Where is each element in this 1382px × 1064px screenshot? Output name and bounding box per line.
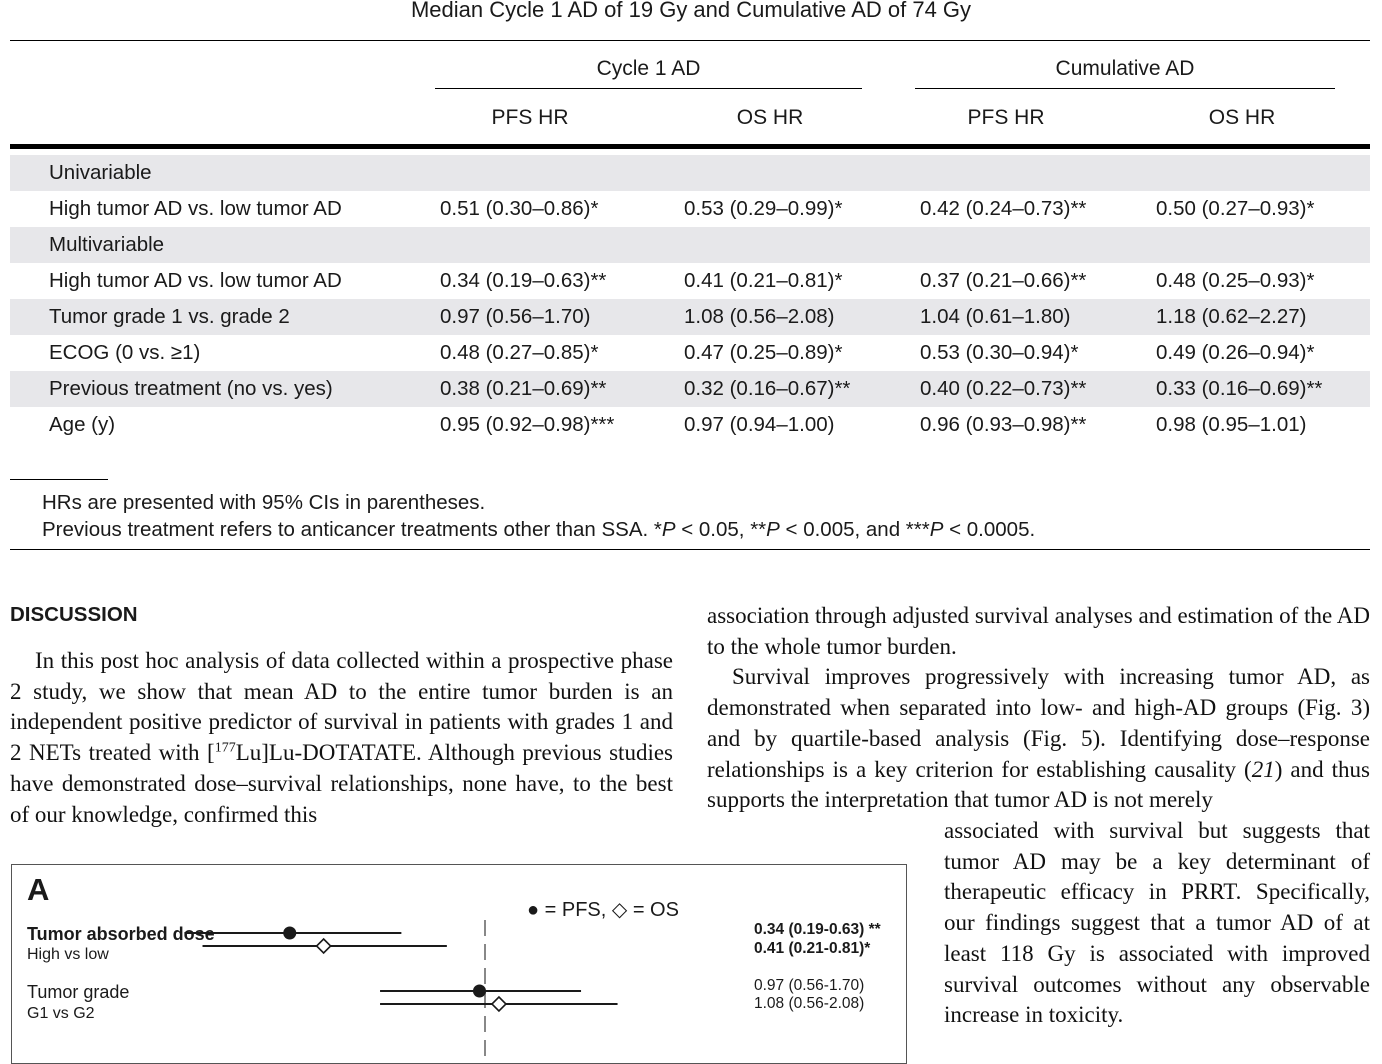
table-row [10, 227, 1370, 263]
cell-value: 0.51 (0.30–0.86)* [440, 197, 599, 220]
row-label: Univariable [49, 161, 152, 184]
pfs-value-label: 0.34 (0.19-0.63) ** [754, 921, 881, 938]
table-top-rule [10, 40, 1370, 41]
row-subtitle: High vs low [27, 946, 109, 963]
footnote-text: Previous treatment refers to anticancer treatments other than SSA. * [42, 518, 662, 541]
cell-value: 0.38 (0.21–0.69)** [440, 377, 607, 400]
pfs-point-marker [473, 985, 486, 998]
cell-value: 0.42 (0.24–0.73)** [920, 197, 1087, 220]
cell-value: 0.37 (0.21–0.66)** [920, 269, 1087, 292]
paragraph-text: ) and thus supports the interpretation that tumor AD is not merely [707, 756, 1370, 813]
cell-value: 0.49 (0.26–0.94)* [1156, 341, 1315, 364]
table-header-rule [10, 144, 1370, 149]
row-label: High tumor AD vs. low tumor AD [49, 269, 342, 292]
group-header-cumulative: Cumulative AD [1055, 57, 1195, 80]
panel-letter: A [27, 872, 50, 907]
cell-value: 0.34 (0.19–0.63)** [440, 269, 607, 292]
cell-value: 1.08 (0.56–2.08) [684, 305, 835, 328]
table-bottom-rule [10, 549, 1370, 550]
discussion-paragraph-right-narrow [944, 816, 1370, 1031]
cell-value: 0.32 (0.16–0.67)** [684, 377, 851, 400]
p-symbol: P [766, 518, 780, 541]
row-label: Tumor grade 1 vs. grade 2 [49, 305, 290, 328]
footnote-significance [42, 518, 1035, 542]
footnote-text: < 0.005, and *** [779, 518, 930, 541]
cell-value: 0.41 (0.21–0.81)* [684, 269, 843, 292]
table-title: Median Cycle 1 AD of 19 Gy and Cumulative AD of 74 Gy [410, 0, 972, 22]
pfs-value-label: 0.97 (0.56-1.70) [754, 977, 865, 994]
cell-value: 0.97 (0.56–1.70) [440, 305, 591, 328]
row-label: Previous treatment (no vs. yes) [49, 377, 333, 400]
group-rule-cumulative [915, 88, 1335, 89]
row-label: Age (y) [49, 413, 116, 436]
cell-value: 0.53 (0.29–0.99)* [684, 197, 843, 220]
discussion-paragraph-left [10, 646, 673, 830]
table-row [10, 191, 1370, 227]
footnote-text: < 0.0005. [943, 518, 1036, 541]
os-value-label: 1.08 (0.56-2.08) [754, 995, 865, 1012]
footnote-text: < 0.05, ** [675, 518, 767, 541]
footnote-ci: HRs are presented with 95% CIs in parentheses. [42, 491, 486, 514]
column-header-pfs-cumulative: PFS HR [967, 106, 1045, 129]
table-row [10, 263, 1370, 299]
column-header-pfs-cycle1: PFS HR [491, 106, 569, 129]
cell-value: 0.97 (0.94–1.00) [684, 413, 835, 436]
cell-value: 0.98 (0.95–1.01) [1156, 413, 1307, 436]
row-subtitle: G1 vs G2 [27, 1005, 95, 1022]
plot-legend: ● = PFS, ◇ = OS [527, 899, 679, 921]
row-label: Multivariable [49, 233, 165, 256]
cell-value: 0.40 (0.22–0.73)** [920, 377, 1087, 400]
cell-value: 1.18 (0.62–2.27) [1156, 305, 1307, 328]
column-header-os-cycle1: OS HR [736, 106, 804, 129]
os-value-label: 0.41 (0.21-0.81)* [754, 940, 871, 957]
forest-plot [12, 865, 907, 1064]
cell-value: 0.95 (0.92–0.98)*** [440, 413, 615, 436]
cell-value: 0.48 (0.25–0.93)* [1156, 269, 1315, 292]
cell-value: 0.50 (0.27–0.93)* [1156, 197, 1315, 220]
p-symbol: P [929, 518, 944, 541]
cell-value: 0.47 (0.25–0.89)* [684, 341, 843, 364]
paragraph-text: In this post hoc analysis of data collected within a prospective phase 2 study, we show that mean AD to the entire tumor burden is an independent positive predictor of survival in patients with grades 1 and 2 NETs treated with [ [10, 648, 673, 766]
os-point-marker [317, 939, 331, 953]
group-rule-cycle1 [435, 88, 862, 89]
table-row [10, 299, 1370, 335]
paragraph-text: association through adjusted survival analyses and estimation of the AD to the whole tumor burden. [707, 603, 1370, 659]
paragraph-text: Survival improves progressively with increasing tumor AD, as demonstrated when separated into low- and high-AD groups (Fig. 3) and by quartile-based analysis (Fig. 5). Identifying dose–response relationships is a key criterion for establishing causality ( [707, 664, 1370, 782]
cell-value: 0.96 (0.93–0.98)** [920, 413, 1087, 436]
column-header-os-cumulative: OS HR [1208, 106, 1276, 129]
paragraph-text: associated with survival but suggests that tumor AD may be a key determinant of therapeutic efficacy in PRRT. Specifically, our findings suggest that a tumor AD of at least 118 Gy is associated with improved survival outcomes without any observable increase in toxicity. [944, 818, 1370, 1028]
row-name: Tumor grade [27, 982, 130, 1002]
cell-value: 0.33 (0.16–0.69)** [1156, 377, 1323, 400]
cell-value: 1.04 (0.61–1.80) [920, 305, 1071, 328]
section-heading: DISCUSSION [10, 603, 138, 626]
table-row [10, 371, 1370, 407]
forest-plot-figure [11, 864, 907, 1064]
row-label: High tumor AD vs. low tumor AD [49, 197, 342, 220]
table-row [10, 335, 1370, 371]
footnote-rule [10, 479, 108, 480]
paragraph-text: Lu]Lu-DOTATATE. Although previous studies have demonstrated dose–survival relationships, none have, to the best of our knowledge, confirmed this [10, 740, 673, 827]
cell-value: 0.53 (0.30–0.94)* [920, 341, 1079, 364]
row-name: Tumor absorbed dose [27, 924, 215, 944]
row-label: ECOG (0 vs. ≥1) [49, 341, 201, 364]
table-row [10, 407, 1370, 443]
cell-value: 0.48 (0.27–0.85)* [440, 341, 599, 364]
p-symbol: P [661, 518, 676, 541]
isotope-superscript: 177 [214, 740, 236, 756]
reference-number: 21 [1251, 756, 1275, 782]
table-row [10, 155, 1370, 191]
pfs-point-marker [283, 927, 296, 940]
discussion-paragraph-right [707, 601, 1370, 816]
os-point-marker [492, 997, 506, 1011]
group-header-cycle1: Cycle 1 AD [596, 57, 701, 80]
